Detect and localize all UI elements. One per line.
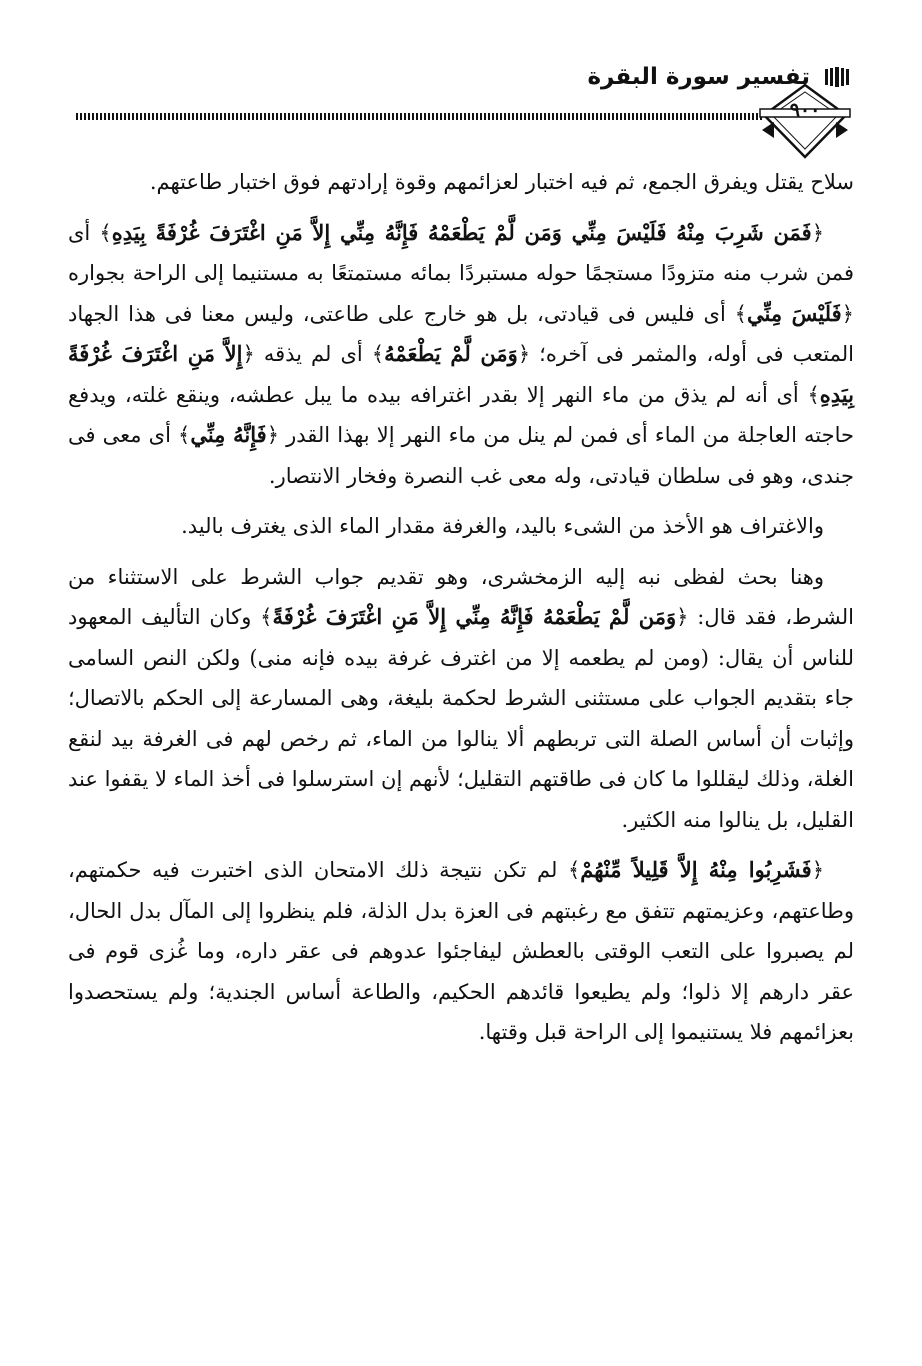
quran-verse-text: فَلَيْسَ مِنِّي <box>746 300 842 326</box>
quran-verse <box>568 857 824 882</box>
verse-bracket-icon: ﴿ <box>676 605 689 629</box>
verse-bracket-icon: ﴿ <box>811 220 824 245</box>
paragraph <box>68 557 854 841</box>
page-number: ٩٠٠ <box>789 99 821 121</box>
quran-verse-text: وَمَن لَّمْ يَطْعَمْهُ <box>384 341 518 366</box>
verse-bracket-icon: ﴿ <box>841 301 854 326</box>
commentary-text: وكان التأليف المعهود للناس أن يقال: (ومن لم يطعمه إلا من اغترف غرفة بيده فإنه منى) ولكن النص السامى جاء بتقديم الجواب على مستثنى الشرط لحكمة بليغة، وهى المسارعة إلى الحكم بالاتصال؛ وإثبات أن أساس الصلة التى تربطهم ألا ينالوا من الماء، ثم رخص لهم فى الغرفة بيد لنقع الغلة، وذلك ليقللوا ما كان فى طاقتهم التقليل؛ لأنهم إن استرسلوا فى أخذ الماء لا يقفوا عند القليل، بل ينالوا منه الكثير. <box>68 605 854 832</box>
quran-verse <box>260 604 688 629</box>
verse-bracket-icon: ﴾ <box>260 605 273 629</box>
quran-verse-text: إِلاَّ مَنِ اغْتَرَفَ غُرْفَةً بِيَدِهِ <box>68 341 854 407</box>
verse-bracket-icon: ﴾ <box>807 382 820 407</box>
verse-bracket-icon: ﴿ <box>811 858 824 882</box>
verse-bracket-icon: ﴿ <box>266 423 280 447</box>
quran-verse-text: فَمَن شَرِبَ مِنْهُ فَلَيْسَ مِنِّي وَمَن لَّمْ يَطْعَمْهُ فَإِنَّهُ مِنِّي إِلاَّ مَنِ اغْتَرَفَ غُرْفَةً بِيَدِهِ <box>111 219 812 245</box>
quran-verse-text: فَإِنَّهُ مِنِّي <box>190 422 267 447</box>
commentary-text: والاغتراف هو الأخذ من الشىء باليد، والغرفة مقدار الماء الذى يغترف باليد. <box>181 514 824 538</box>
paragraph <box>68 506 854 547</box>
quran-verse-text: فَشَرِبُوا مِنْهُ إِلاَّ قَلِيلاً مِّنْهُمْ <box>580 857 812 882</box>
verse-bracket-icon: ﴾ <box>734 301 747 326</box>
quran-verse <box>178 422 279 447</box>
quran-verse-text: وَمَن لَّمْ يَطْعَمْهُ فَإِنَّهُ مِنِّي إِلاَّ مَنِ اغْتَرَفَ غُرْفَةً <box>272 604 677 629</box>
paragraph <box>68 162 854 203</box>
quran-verse <box>99 220 824 245</box>
verse-bracket-icon: ﴿ <box>242 342 255 366</box>
page-number-badge-icon <box>758 82 852 160</box>
verse-bracket-icon: ﴾ <box>567 858 581 882</box>
commentary-text: أى معى فى جندى، وهو فى سلطان قيادتى، وله معى غب النصرة وفخار الانتصار. <box>68 423 854 488</box>
verse-bracket-icon: ﴾ <box>99 220 112 245</box>
commentary-text: وهنا بحث لفظى نبه إليه الزمخشرى، وهو تقديم جواب الشرط على الاستثناء من الشرط، فقد قال: <box>68 564 855 629</box>
quran-verse <box>372 341 530 366</box>
commentary-text: سلاح يقتل ويفرق الجمع، ثم فيه اختبار لعزائمهم وقوة إرادتهم فوق اختبار طاعتهم. <box>149 170 854 194</box>
body-text <box>68 162 854 1063</box>
commentary-text: أى أنه لم يذق من ماء النهر إلا بقدر اغترافه بيده ما يبل عطشه، وينقع غلته، ويدفع حاجته العاجلة من الماء أى فمن لم ينل من ماء النهر إلا بهذا القدر <box>68 382 854 447</box>
verse-bracket-icon: ﴿ <box>517 342 531 366</box>
verse-bracket-icon: ﴾ <box>371 342 385 366</box>
paragraph <box>68 850 854 1053</box>
commentary-text: لم تكن نتيجة ذلك الامتحان الذى اختبرت فيه حكمتهم، وطاعتهم، وعزيمتهم تتفق مع رغبتهم فى العزة بدل الذلة، فلم ينظروا إلى المآل بدل الحال، لم يصبروا على التعب الوقتى بالعطش ليفاجئوا عدوهم فى عقر داره، وما غُزى قوم فى عقر دارهم إلا ذلوا؛ ولم يطيعوا قائدهم الحكيم، والطاعة أساس الجندية؛ ولم يستحصدوا بعزائمهم فلا يستنيموا إلى الراحة قبل وقتها. <box>68 858 854 1044</box>
paragraph <box>68 213 854 497</box>
commentary-text: أى فمن شرب منه متزودًا مستجمًا حوله مستبردًا بمائه مستمتعًا به مستنيما إلى الراحة بجواره <box>68 220 854 285</box>
header-rule <box>76 113 764 120</box>
commentary-text: أى لم يذقه <box>254 342 372 366</box>
verse-bracket-icon: ﴾ <box>178 423 191 447</box>
quran-verse <box>735 301 854 326</box>
commentary-text: أى فليس فى قيادتى، بل هو خارج على طاعتى، وليس معنا فى هذا الجهاد المتعب فى أوله، والمثمر فى آخره؛ <box>68 301 855 366</box>
running-title: تفسير سورة البقرة <box>587 64 810 90</box>
